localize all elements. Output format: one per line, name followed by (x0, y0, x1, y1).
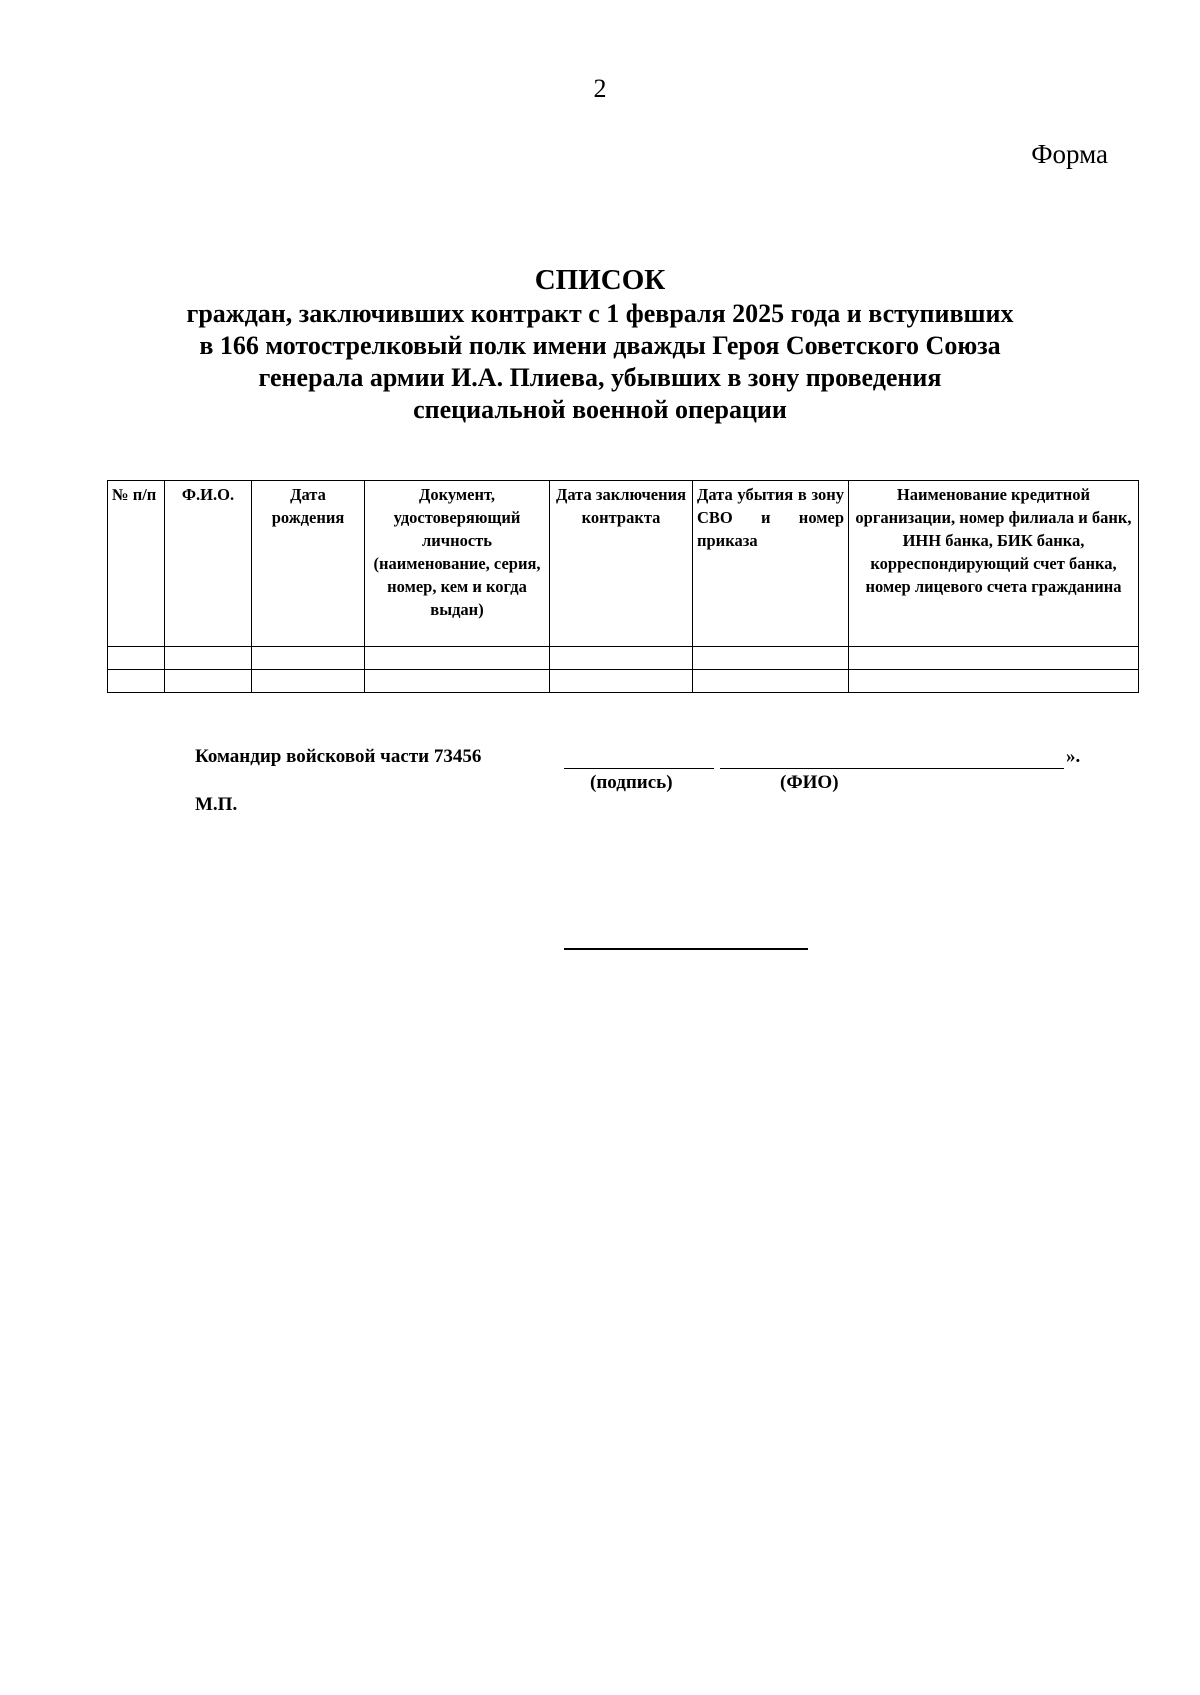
form-label: Форма (1031, 139, 1108, 169)
table-cell[interactable] (365, 647, 550, 670)
table-cell[interactable] (849, 670, 1139, 693)
document-title (140, 262, 1060, 426)
fio-line[interactable] (720, 768, 1064, 769)
header-full-name: Ф.И.О. (165, 481, 252, 647)
header-contract-date: Дата заключения контракта (550, 481, 693, 647)
header-bank-details: Наименование кредитной организации, номер филиала и банк, ИНН банка, БИК банка, корреспондирующий счет банка, номер лицевого счета гражданина (849, 481, 1139, 647)
table-cell[interactable] (108, 670, 165, 693)
header-number: № п/п (108, 481, 165, 647)
commander-label: Командир войсковой части 73456 (195, 746, 482, 767)
signature-caption: (подпись) (590, 772, 673, 793)
signature-line[interactable] (564, 768, 714, 769)
fio-caption: (ФИО) (780, 772, 839, 793)
table-row (108, 670, 1139, 693)
table-cell[interactable] (252, 670, 365, 693)
page-number: 2 (593, 74, 607, 103)
table-cell[interactable] (165, 647, 252, 670)
table-cell[interactable] (365, 670, 550, 693)
title-line: генерала армии И.А. Плиева, убывших в зону проведения (258, 363, 942, 392)
stamp-place-label: М.П. (195, 794, 238, 815)
table-row (108, 647, 1139, 670)
citizens-list-table (107, 480, 1139, 693)
closing-quote: ». (1066, 746, 1081, 767)
table-cell[interactable] (550, 647, 693, 670)
table-cell[interactable] (693, 647, 849, 670)
table-cell[interactable] (550, 670, 693, 693)
title-line: в 166 мотострелковый полк имени дважды Героя Советского Союза (199, 331, 1001, 360)
table-cell[interactable] (849, 647, 1139, 670)
title-line: специальной военной операции (413, 395, 787, 424)
title-line: граждан, заключивших контракт с 1 февраля 2025 года и вступивших (186, 299, 1014, 328)
closing-rule (564, 948, 808, 950)
table-cell[interactable] (165, 670, 252, 693)
table-header-row (108, 481, 1139, 647)
header-birth-date: Дата рождения (252, 481, 365, 647)
table-cell[interactable] (693, 670, 849, 693)
header-identity-document: Документ, удостоверяющий личность (наименование, серия, номер, кем и когда выдан) (365, 481, 550, 647)
header-departure-date: Дата убытия в зону СВО и номер приказа (693, 481, 849, 647)
table-cell[interactable] (108, 647, 165, 670)
title-main: СПИСОК (534, 264, 666, 296)
table-cell[interactable] (252, 647, 365, 670)
